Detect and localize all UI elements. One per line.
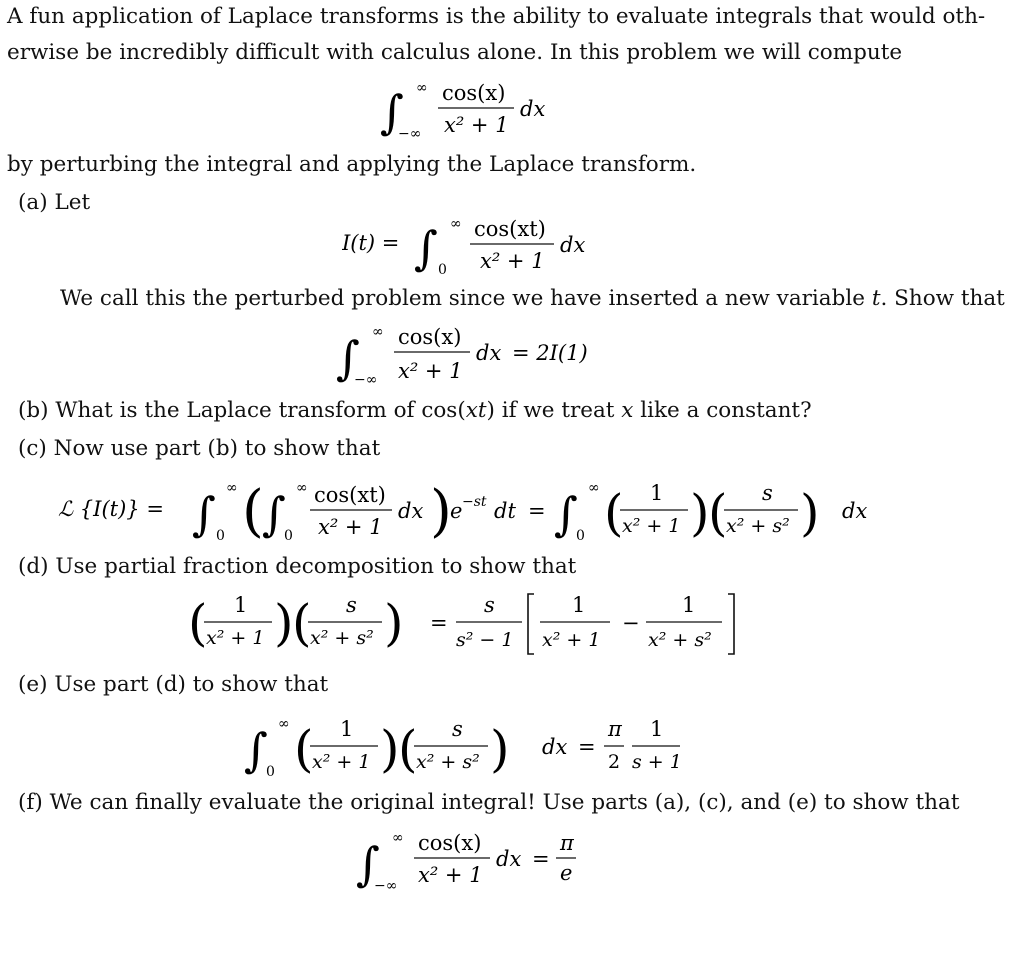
- paren-open: (: [242, 479, 264, 544]
- integral-sign: ∫: [414, 221, 438, 275]
- part-a-text-2-post: . Show that: [880, 286, 1005, 311]
- rhs-dx: dx: [842, 499, 868, 523]
- inner-dx: dx: [398, 499, 424, 523]
- minus: −: [622, 611, 640, 635]
- part-d-label: (d): [18, 554, 49, 579]
- recip-numerator: 1: [650, 717, 664, 741]
- part-a-text-2: [60, 286, 1005, 312]
- intro-line-3: by perturbing the integral and applying the Laplace transform.: [7, 152, 697, 177]
- part-e-text: Use part (d) to show that: [54, 672, 329, 697]
- part-c: [18, 436, 380, 462]
- outer-dt: dt: [494, 499, 516, 523]
- differential: dx: [560, 233, 586, 257]
- frac3-denominator: x² + 1: [542, 629, 601, 651]
- paren-close-2: ): [690, 484, 710, 542]
- lower-limit: 0: [266, 764, 275, 780]
- exponential-base: e: [450, 499, 463, 523]
- pi-numerator: π: [608, 717, 622, 741]
- rhs-lower-limit: 0: [576, 528, 585, 544]
- differential: dx: [496, 847, 522, 871]
- part-a-label: [18, 190, 90, 216]
- paren-open-1: (: [294, 720, 314, 778]
- upper-limit: ∞: [372, 324, 384, 340]
- part-a-text: Let: [54, 190, 91, 215]
- equation-I-of-t: [342, 208, 602, 280]
- paren-open-2: (: [292, 594, 312, 652]
- frac1-denominator: x² + 1: [312, 751, 371, 773]
- frac4-numerator: 1: [682, 593, 696, 617]
- denominator: x² + 1: [444, 113, 509, 137]
- part-d-text: Use partial fraction decomposition to show that: [55, 554, 577, 579]
- paren-close-1: ): [380, 720, 400, 778]
- equals: =: [532, 847, 550, 871]
- intro-line-2: erwise be incredibly difficult with calculus alone. In this problem we will compute: [7, 40, 903, 65]
- lower-limit: −∞: [354, 372, 378, 388]
- recip-denominator: s + 1: [632, 751, 682, 773]
- denominator: x² + 1: [480, 249, 545, 273]
- part-b-label: (b): [18, 398, 49, 423]
- paren-close-2: ): [490, 720, 510, 778]
- e-denominator: e: [560, 861, 573, 885]
- paren-open-2: (: [604, 484, 624, 542]
- paren-close-3: ): [800, 484, 820, 542]
- exponential-power: −st: [462, 494, 487, 510]
- frac1-numerator: 1: [340, 717, 354, 741]
- part-f: [18, 790, 960, 816]
- upper-limit: ∞: [416, 80, 428, 96]
- paren-open-1: (: [188, 594, 208, 652]
- intro-line-1: A fun application of Laplace transforms is the ability to evaluate integrals that would oth-: [7, 4, 986, 29]
- upper-limit: ∞: [278, 716, 290, 732]
- pi-numerator: π: [560, 831, 574, 855]
- inner-numerator: cos(xt): [314, 483, 386, 507]
- integral-sign: ∫: [380, 85, 404, 139]
- outer-lower-limit: 0: [216, 528, 225, 544]
- equation-laplace-I: [58, 470, 888, 552]
- equals: =: [430, 611, 448, 635]
- coef-denominator: s² − 1: [456, 629, 514, 651]
- frac2-denominator: x² + s²: [416, 751, 480, 773]
- part-d: [18, 554, 576, 580]
- part-e-label: (e): [18, 672, 48, 697]
- laplace-lhs: ℒ {I(t)} =: [58, 497, 164, 521]
- lower-limit: −∞: [398, 126, 422, 142]
- bracket-open: [528, 594, 534, 654]
- part-f-text: We can finally evaluate the original integral! Use parts (a), (c), and (e) to show that: [49, 790, 960, 815]
- outer-upper-limit: ∞: [226, 480, 238, 496]
- part-a-text-2-pre: We call this the perturbed problem since we have inserted a new variable: [60, 286, 872, 311]
- paren-open-3: (: [708, 484, 728, 542]
- frac2-numerator: s: [452, 717, 463, 741]
- numerator: cos(x): [418, 831, 482, 855]
- paren-close-1: ): [274, 594, 294, 652]
- differential: dx: [520, 97, 546, 121]
- integral-original: [380, 72, 580, 144]
- part-b-text-post: like a constant?: [633, 398, 812, 423]
- integral-sign: ∫: [356, 837, 380, 891]
- part-b: [18, 398, 812, 424]
- paren-close-2: ): [384, 594, 404, 652]
- rhs-upper-limit: ∞: [588, 480, 600, 496]
- denominator: x² + 1: [398, 359, 463, 383]
- frac2-denominator: x² + s²: [310, 627, 374, 649]
- part-c-label: (c): [18, 436, 47, 461]
- frac2-numerator: s: [346, 593, 357, 617]
- lower-limit: 0: [438, 262, 447, 278]
- denominator: x² + 1: [418, 863, 483, 887]
- inner-upper-limit: ∞: [296, 480, 308, 496]
- frac1-numerator: 1: [650, 481, 664, 505]
- frac2-numerator: s: [762, 481, 773, 505]
- part-b-var-xt: xt: [465, 398, 487, 423]
- frac4-denominator: x² + s²: [648, 629, 712, 651]
- pi-denominator: 2: [608, 751, 621, 773]
- frac1-denominator: x² + 1: [622, 515, 681, 537]
- lower-limit: −∞: [374, 878, 398, 894]
- frac2-denominator: x² + s²: [726, 515, 790, 537]
- part-b-text-mid: ) if we treat: [486, 398, 622, 423]
- upper-limit: ∞: [392, 830, 404, 846]
- equation-part-e: [244, 706, 704, 786]
- equation-two-I-one: [336, 316, 616, 390]
- frac3-numerator: 1: [572, 593, 586, 617]
- inner-integral-sign: ∫: [262, 487, 286, 541]
- frac1-numerator: 1: [234, 593, 248, 617]
- numerator: cos(xt): [474, 217, 546, 241]
- frac1-denominator: x² + 1: [206, 627, 265, 649]
- part-a-var-t: t: [871, 286, 881, 311]
- coef-numerator: s: [484, 593, 495, 617]
- equals: =: [528, 499, 546, 523]
- numerator: cos(x): [398, 325, 462, 349]
- equation-final: [356, 822, 596, 896]
- outer-integral-sign: ∫: [192, 487, 216, 541]
- part-e: [18, 672, 328, 698]
- integral-sign: ∫: [336, 331, 360, 385]
- numerator: cos(x): [442, 81, 506, 105]
- rhs-two-I-one: = 2I(1): [512, 341, 588, 365]
- upper-limit: ∞: [450, 216, 462, 232]
- differential: dx: [476, 341, 502, 365]
- paren-close: ): [430, 479, 452, 544]
- equation-partial-fractions: [188, 590, 768, 660]
- part-b-var-x: x: [621, 398, 634, 423]
- part-f-label: (f): [18, 790, 43, 815]
- rhs-integral-sign: ∫: [554, 487, 578, 541]
- part-c-text: Now use part (b) to show that: [53, 436, 381, 461]
- bracket-close: [728, 594, 734, 654]
- part-a-letter: (a): [18, 190, 48, 215]
- part-b-text-pre: What is the Laplace transform of cos(: [55, 398, 466, 423]
- lhs-I-of-t: I(t) =: [342, 231, 400, 255]
- differential: dx: [542, 735, 568, 759]
- equals: =: [578, 735, 596, 759]
- inner-denominator: x² + 1: [318, 515, 383, 539]
- paren-open-2: (: [398, 720, 418, 778]
- inner-lower-limit: 0: [284, 528, 293, 544]
- integral-sign: ∫: [244, 723, 268, 777]
